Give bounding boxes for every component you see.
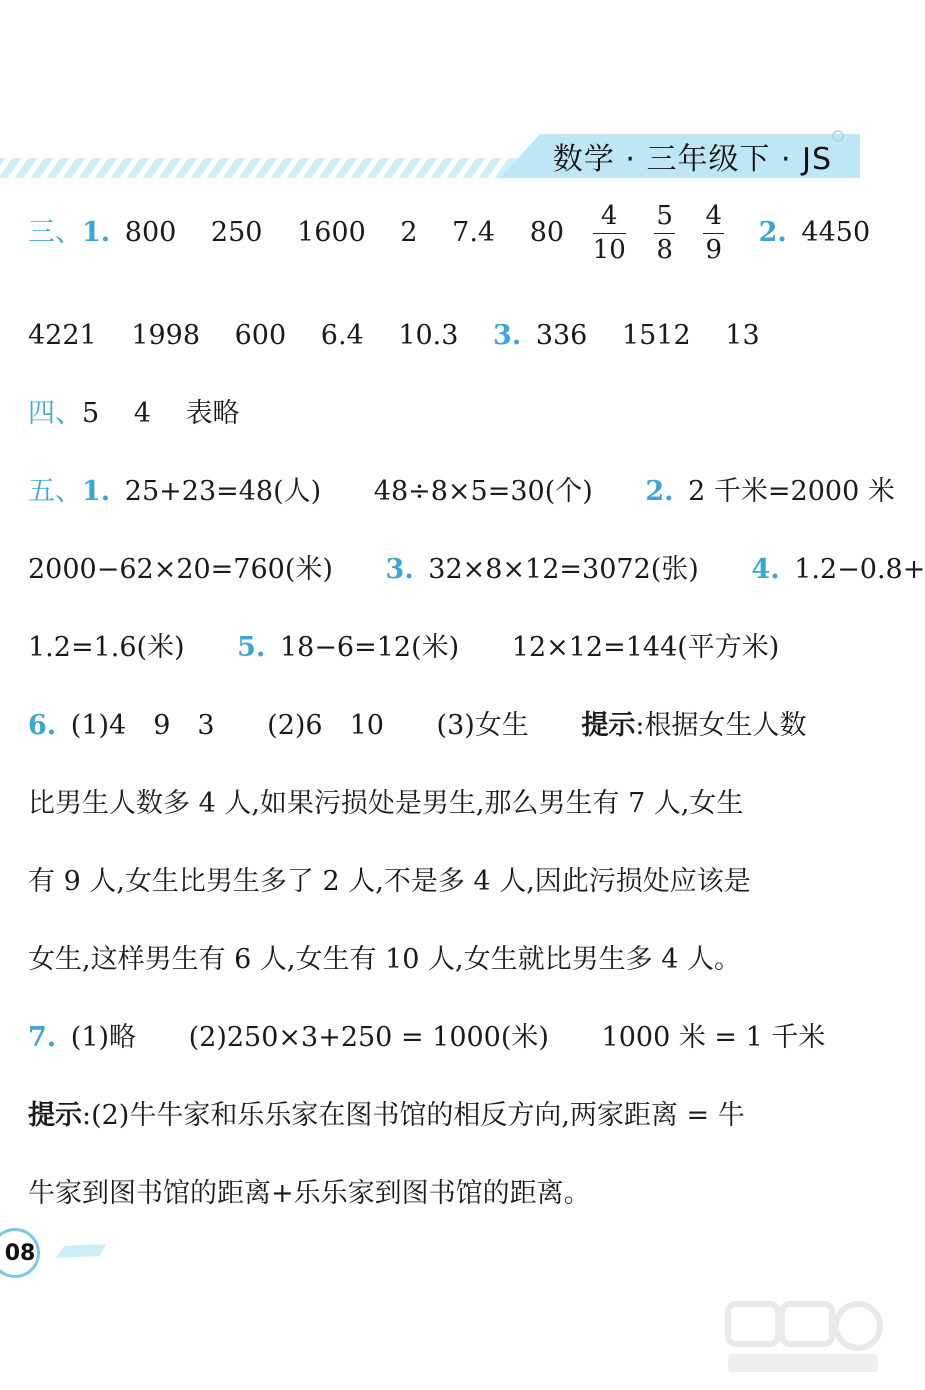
question-number: 2.	[758, 216, 787, 248]
answer-value: 5	[82, 398, 100, 429]
hint-text: 牛家到图书馆的距离+乐乐家到图书馆的距离。	[28, 1178, 591, 1209]
answer-value: 4450	[801, 216, 871, 248]
answer-line-12	[28, 1102, 745, 1129]
answer-line-4	[28, 478, 895, 505]
answer-value: 6.4	[320, 320, 364, 351]
equation: 18−6=12(米)	[279, 632, 460, 663]
question-number: 3.	[385, 554, 414, 585]
question-number: 1.	[82, 216, 111, 248]
fraction: $\frac{4}{9}$	[705, 201, 723, 265]
answer-line-7	[28, 712, 806, 739]
answer-value: 2	[400, 216, 418, 248]
answer-part: (1)略	[70, 1022, 137, 1053]
question-number: 2.	[645, 476, 674, 507]
question-number: 1.	[82, 476, 111, 507]
answer-line-6	[28, 634, 779, 661]
answer-value: 800	[124, 216, 177, 248]
answer-line-11	[28, 1024, 825, 1051]
answer-value: 1998	[131, 320, 201, 351]
equation: 12×12=144(平方米)	[511, 632, 780, 663]
answer-value: 13	[725, 320, 760, 351]
hint-text: 比男生人数多 4 人,如果污损处是男生,那么男生有 7 人,女生	[28, 788, 744, 819]
equation: 1.2−0.8+	[794, 554, 925, 585]
question-number: 4.	[751, 554, 780, 585]
answer-part: (3)女生	[436, 710, 529, 741]
equation: 1000 米 = 1 千米	[601, 1022, 826, 1053]
hint-text: 有 9 人,女生比男生多了 2 人,不是多 4 人,因此污损处应该是	[28, 866, 751, 897]
answer-value: 4	[133, 398, 151, 429]
hint-label: 提示	[28, 1100, 82, 1131]
section-label: 四、	[28, 398, 82, 429]
fraction: $\frac{5}{8}$	[656, 201, 673, 265]
equation: (2)250×3+250 = 1000(米)	[188, 1022, 549, 1053]
answer-value: 250	[210, 216, 263, 248]
answer-line-3	[28, 400, 240, 427]
answer-line-5	[28, 556, 925, 583]
page-number: 08	[0, 1228, 40, 1278]
answer-line-8	[28, 790, 743, 817]
hint-text: 女生,这样男生有 6 人,女生有 10 人,女生就比男生多 4 人。	[28, 944, 741, 975]
answer-value: 1600	[297, 216, 366, 248]
header-title: 数学 · 三年级下 · JS	[552, 142, 832, 177]
answer-line-1	[28, 202, 870, 264]
answer-line-9	[28, 868, 751, 895]
equation: 32×8×12=3072(张)	[428, 554, 699, 585]
question-number: 7.	[28, 1022, 57, 1053]
answer-line-2	[28, 322, 760, 349]
answer-value: 1512	[621, 320, 691, 351]
equation: 48÷8×5=30(个)	[373, 476, 593, 507]
answer-line-10	[28, 946, 741, 973]
watermark-graphic	[718, 1298, 888, 1378]
equation: 2000−62×20=760(米)	[28, 554, 333, 585]
section-label: 三、	[28, 216, 82, 248]
hint-text: :(2)牛牛家和乐乐家在图书馆的相反方向,两家距离 = 牛	[82, 1100, 745, 1131]
answer-value: 600	[234, 320, 287, 351]
hint-label: 提示	[581, 710, 636, 741]
answer-value: 10.3	[398, 320, 459, 351]
fraction: $\frac{4}{10}$	[592, 201, 626, 265]
answer-value: 7.4	[452, 216, 496, 248]
section-label: 五、	[28, 476, 82, 507]
answer-value: 336	[535, 320, 588, 351]
question-number: 3.	[493, 320, 522, 351]
answer-line-13	[28, 1180, 591, 1207]
answer-part: (2)6 10	[267, 710, 384, 741]
equation: 1.2=1.6(米)	[28, 632, 185, 663]
question-number: 6.	[28, 710, 57, 741]
answer-value: 4221	[28, 320, 97, 351]
equation: 25+23=48(人)	[124, 476, 322, 507]
equation: 2 千米=2000 米	[688, 476, 895, 507]
footer-stripe-graphic	[50, 1244, 110, 1258]
answer-value: 80	[529, 216, 565, 248]
answer-part: (1)4 9 3	[70, 710, 215, 741]
question-number: 5.	[237, 632, 266, 663]
answer-value: 表略	[185, 398, 240, 429]
hint-text: :根据女生人数	[635, 710, 807, 741]
